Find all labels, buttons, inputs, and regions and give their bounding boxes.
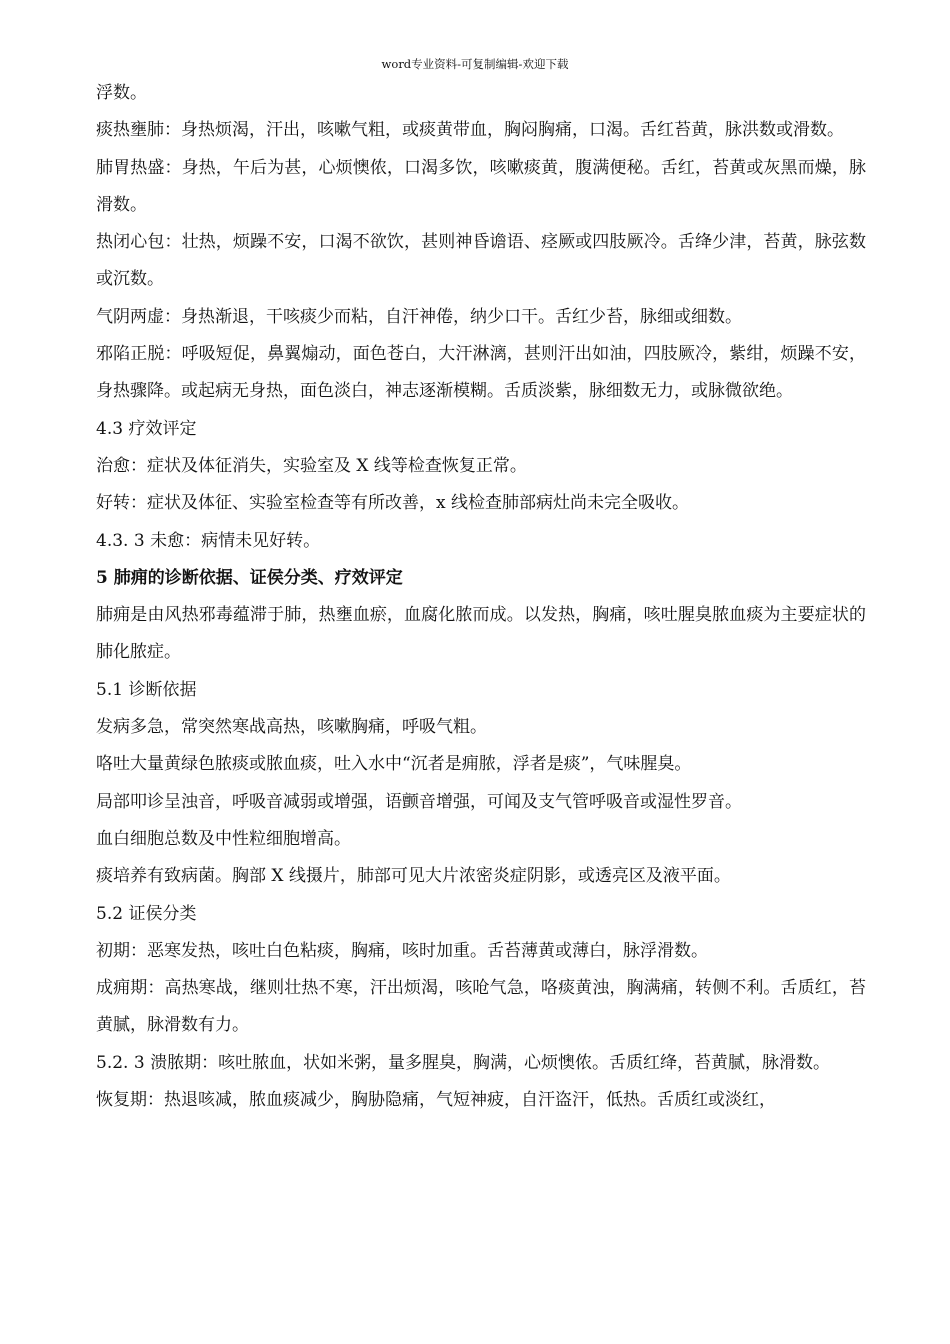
document-body xyxy=(96,75,866,1119)
section-subheading: 5.2 证侯分类 xyxy=(96,903,197,924)
section-heading: 5 肺痈的诊断依据、证侯分类、疗效评定 xyxy=(96,567,403,588)
paragraph: 肺胃热盛：身热，午后为甚，心烦懊侬，口渴多饮，咳嗽痰黄，腹满便秘。舌红，苔黄或灰黑而燥，脉滑数。 xyxy=(96,157,866,215)
paragraph: 浮数。 xyxy=(96,83,147,103)
section-subheading: 5.1 诊断依据 xyxy=(96,679,197,700)
paragraph: 5.2. 3 溃脓期：咳吐脓血，状如米粥，量多腥臭，胸满，心烦懊侬。舌质红绛，苔黄腻，脉滑数。 xyxy=(96,1052,831,1073)
paragraph: 治愈：症状及体征消失，实验室及 X 线等检查恢复正常。 xyxy=(96,455,527,476)
paragraph: 邪陷正脱：呼吸短促，鼻翼煽动，面色苍白，大汗淋漓，甚则汗出如油，四肢厥冷，紫绀，烦躁不安，身热骤降。或起病无身热，面色淡白，神志逐渐模糊。舌质淡紫，脉细数无力，或脉微欲绝。 xyxy=(96,344,866,402)
paragraph: 痰热壅肺：身热烦渴，汗出，咳嗽气粗，或痰黄带血，胸闷胸痛，口渴。舌红苔黄，脉洪数或滑数。 xyxy=(96,120,844,141)
paragraph: 初期：恶寒发热，咳吐白色粘痰，胸痛，咳时加重。舌苔薄黄或薄白，脉浮滑数。 xyxy=(96,940,708,961)
paragraph: 恢复期：热退咳减，脓血痰减少，胸胁隐痛，气短神疲，自汗盗汗，低热。舌质红或淡红， xyxy=(96,1090,776,1111)
page-header: word专业资料-可复制编辑-欢迎下载 xyxy=(381,57,569,71)
paragraph: 气阴两虚：身热渐退，干咳痰少而粘，自汗神倦，纳少口干。舌红少苔，脉细或细数。 xyxy=(96,306,742,327)
paragraph: 肺痈是由风热邪毒蕴滞于肺，热壅血瘀，血腐化脓而成。以发热，胸痛，咳吐腥臭脓血痰为主要症状的肺化脓症。 xyxy=(96,605,866,663)
paragraph: 血白细胞总数及中性粒细胞增高。 xyxy=(96,828,351,849)
paragraph: 痰培养有致病菌。胸部 X 线摄片，肺部可见大片浓密炎症阴影，或透亮区及液平面。 xyxy=(96,866,731,887)
paragraph: 发病多急，常突然寒战高热，咳嗽胸痛，呼吸气粗。 xyxy=(96,717,487,738)
paragraph: 4.3. 3 未愈：病情未见好转。 xyxy=(96,530,321,551)
paragraph: 咯吐大量黄绿色脓痰或脓血痰，吐入水中“沉者是痈脓，浮者是痰”，气味腥臭。 xyxy=(96,754,692,775)
paragraph: 局部叩诊呈浊音，呼吸音减弱或增强，语颤音增强，可闻及支气管呼吸音或湿性罗音。 xyxy=(96,791,742,812)
paragraph: 好转：症状及体征、实验室检查等有所改善，x 线检查肺部病灶尚未完全吸收。 xyxy=(96,493,689,514)
paragraph: 热闭心包：壮热，烦躁不安，口渴不欲饮，甚则神昏谵语、痉厥或四肢厥冷。舌绛少津，苔黄，脉弦数或沉数。 xyxy=(96,232,866,290)
section-subheading: 4.3 疗效评定 xyxy=(96,418,197,439)
paragraph: 成痈期：高热寒战，继则壮热不寒，汗出烦渴，咳呛气急，咯痰黄浊，胸满痛，转侧不利。舌质红，苔黄腻，脉滑数有力。 xyxy=(96,978,866,1036)
